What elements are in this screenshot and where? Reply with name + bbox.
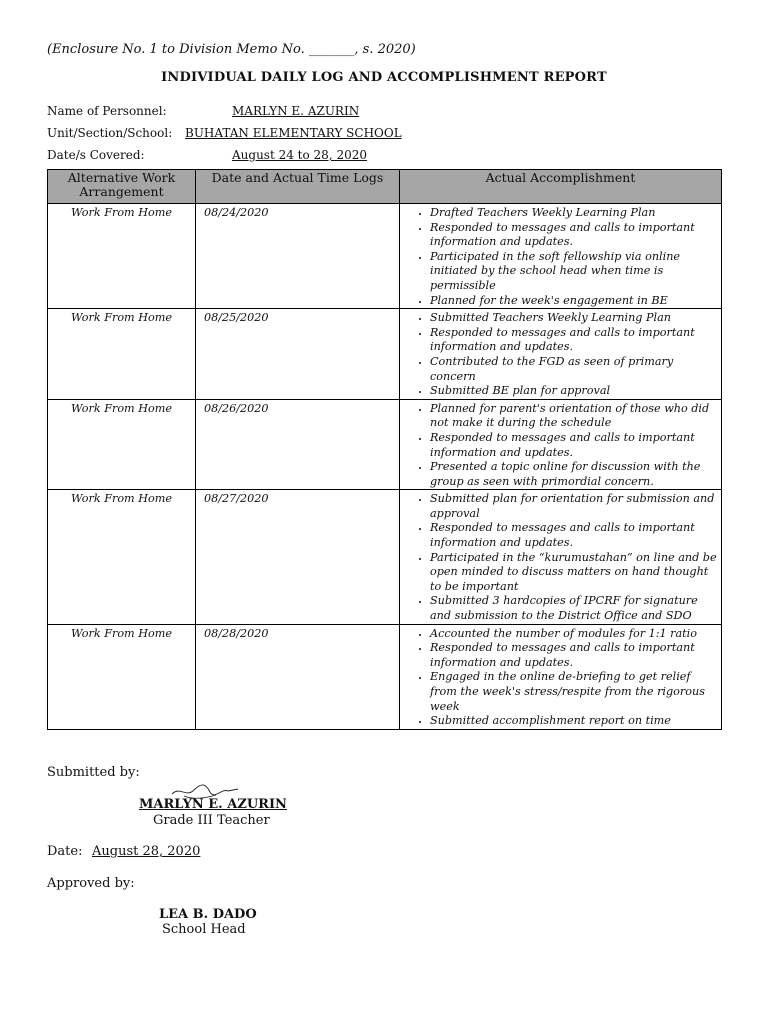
unit-row	[47, 126, 402, 140]
list-item: • Submitted Teachers Weekly Learning Plan	[430, 311, 717, 326]
list-item: • Engaged in the online de-briefing to get relief from the week's stress/respite from the rigorous week	[430, 670, 717, 714]
accomplishment-cell	[400, 204, 722, 309]
list-item: • Planned for parent's orientation of those who did not make it during the schedule	[430, 402, 717, 431]
enclosure-note: (Enclosure No. 1 to Division Memo No. _______, s. 2020)	[47, 42, 416, 57]
list-item: • Participated in the “kurumustahan” on line and be open minded to discuss matters on hand thought to be important	[430, 551, 717, 595]
list-item: • Participated in the soft fellowship via online initiated by the school head when time is permissible	[430, 250, 717, 294]
accomplishment-cell	[400, 624, 722, 729]
table-row	[48, 309, 722, 400]
table-row	[48, 624, 722, 729]
unit-value: BUHATAN ELEMENTARY SCHOOL	[185, 126, 402, 140]
list-item: • Responded to messages and calls to important information and updates.	[430, 326, 717, 355]
unit-label: Unit/Section/School:	[47, 126, 173, 140]
list-item: • Responded to messages and calls to important information and updates.	[430, 221, 717, 250]
accomplishment-cell	[400, 399, 722, 490]
column-header-accomplishment: Actual Accomplishment	[400, 170, 722, 204]
accomplishment-list	[404, 627, 717, 729]
date-covered-row	[47, 148, 367, 162]
column-header-date: Date and Actual Time Logs	[196, 170, 400, 204]
accomplishment-list	[404, 311, 717, 399]
approver-name: LEA B. DADO	[159, 907, 257, 922]
list-item: • Submitted BE plan for approval	[430, 384, 717, 399]
list-item: • Submitted 3 hardcopies of IPCRF for signature and submission to the District Office and SDO	[430, 594, 717, 623]
list-item: • Presented a topic online for discussion with the group as seen with primordial concern.	[430, 460, 717, 489]
column-header-arrangement: Alternative Work Arrangement	[48, 170, 196, 204]
list-item: • Responded to messages and calls to important information and updates.	[430, 521, 717, 550]
list-item: • Responded to messages and calls to important information and updates.	[430, 431, 717, 460]
date-cell: 08/25/2020	[196, 309, 400, 400]
date-cell: 08/28/2020	[196, 624, 400, 729]
arrangement-cell: Work From Home	[48, 399, 196, 490]
table-row	[48, 204, 722, 309]
accomplishment-table	[47, 169, 722, 730]
arrangement-cell: Work From Home	[48, 490, 196, 624]
arrangement-cell: Work From Home	[48, 309, 196, 400]
document-title: INDIVIDUAL DAILY LOG AND ACCOMPLISHMENT REPORT	[161, 70, 607, 85]
list-item: • Submitted plan for orientation for submission and approval	[430, 492, 717, 521]
approver-position: School Head	[162, 922, 246, 937]
date-covered-label: Date/s Covered:	[47, 148, 145, 162]
list-item: • Contributed to the FGD as seen of primary concern	[430, 355, 717, 384]
accomplishment-list	[404, 402, 717, 490]
list-item: • Responded to messages and calls to important information and updates.	[430, 641, 717, 670]
date-cell: 08/27/2020	[196, 490, 400, 624]
date-cell: 08/24/2020	[196, 204, 400, 309]
submitter-position: Grade III Teacher	[153, 813, 270, 828]
submission-date-label: Date:	[47, 844, 83, 859]
approved-by-label: Approved by:	[47, 876, 135, 891]
personnel-name-value: MARLYN E. AZURIN	[232, 104, 360, 118]
list-item: • Planned for the week's engagement in BE	[430, 294, 717, 309]
submitter-name: MARLYN E. AZURIN	[139, 797, 287, 812]
submission-date-value: August 28, 2020	[92, 844, 201, 859]
list-item: • Submitted accomplishment report on time	[430, 714, 717, 729]
arrangement-cell: Work From Home	[48, 204, 196, 309]
arrangement-cell: Work From Home	[48, 624, 196, 729]
accomplishment-cell	[400, 309, 722, 400]
personnel-name-label: Name of Personnel:	[47, 104, 167, 118]
table-row	[48, 490, 722, 624]
table-header-row	[48, 170, 722, 204]
accomplishment-cell	[400, 490, 722, 624]
list-item: • Accounted the number of modules for 1:1 ratio	[430, 627, 717, 642]
personnel-name-row	[47, 104, 360, 118]
date-cell: 08/26/2020	[196, 399, 400, 490]
date-covered-value: August 24 to 28, 2020	[232, 148, 367, 162]
accomplishment-list	[404, 492, 717, 623]
submitted-by-label: Submitted by:	[47, 765, 140, 780]
accomplishment-list	[404, 206, 717, 308]
list-item: • Drafted Teachers Weekly Learning Plan	[430, 206, 717, 221]
table-row	[48, 399, 722, 490]
